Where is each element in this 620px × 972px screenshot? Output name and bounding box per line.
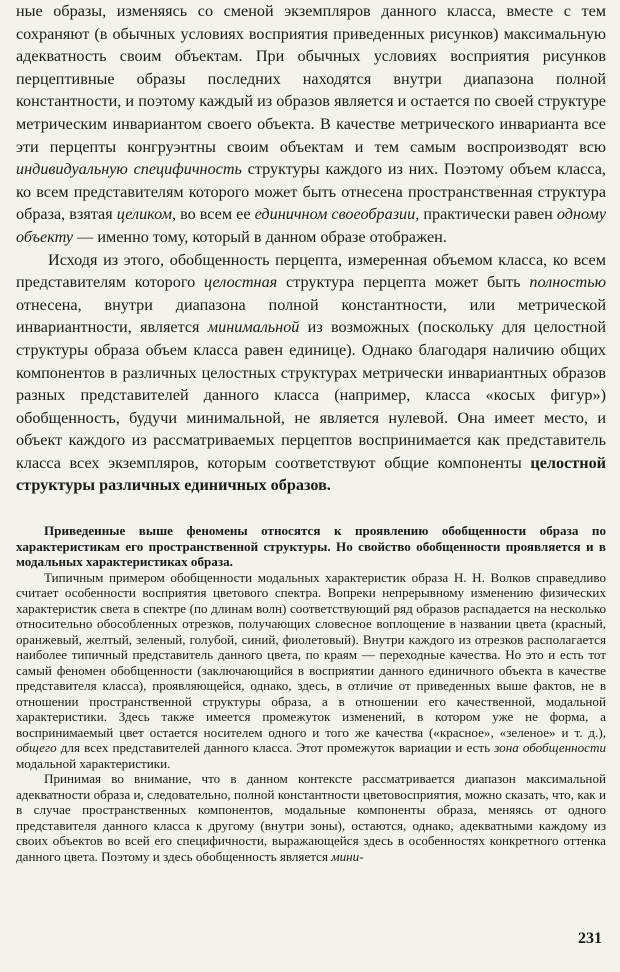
text-run: для всех представителей данного класса. Этот промежуток вариации и есть bbox=[56, 740, 495, 755]
text-run: Исходя из этого, обобщенность перцепта, измеренная объемом класса, ко всем представителям которого bbox=[16, 250, 606, 292]
page-number: 231 bbox=[578, 930, 602, 947]
text-run: индивидуальную специфичность bbox=[16, 160, 242, 179]
main-paragraph-1 bbox=[16, 0, 606, 249]
text-run: Приведенные выше феномены относятся к проявлению обобщенности образа по характеристикам его пространственной структуры. Но свойство обобщенности проявляется и в модальных характеристиках образа. bbox=[16, 523, 606, 569]
small-paragraph-3 bbox=[16, 771, 606, 864]
text-run: целостная bbox=[204, 273, 278, 292]
text-run: модальной характеристики. bbox=[16, 755, 171, 771]
text-run: из возможных (поскольку для целостной структуры образа объем класса равен единице). Однако благодаря наличию общих компонентов в различных целостных структурах метрически инвариантных образов разных представителей данного класса (например, класса «косых фигур») обобщенность, будучи минимальной, не является нулевой. Она имеет место, и объект каждого из рассматриваемых перцептов воспринимается как представитель класса всех экземпляров, которым соответствуют общие компоненты bbox=[16, 318, 607, 472]
text-run: структуры каждого из них. Поэтому объем класса, ко всем представителям которого может быть отнесена пространственная структура образа, взятая bbox=[16, 160, 606, 224]
text-run: во всем ее bbox=[176, 205, 255, 224]
text-run: мини- bbox=[331, 848, 364, 864]
text-run: полностью bbox=[529, 273, 606, 292]
text-run: практически равен bbox=[419, 205, 557, 224]
text-run: отнесена, внутри диапазона полной константности, или метрической инвариантности, является bbox=[16, 295, 606, 337]
text-run: структура перцепта может быть bbox=[277, 273, 530, 292]
text-run: ные образы, изменяясь со сменой экземпляров данного класса, вместе с тем сохраняют (в обычных условиях восприятия приведенных рисунков) максимальную адекватность своим объектам. При обычных условиях восприятия рисунков перцептивные образы последних находятся внутри диапазона полной константности, и поэтому каждый из образов является и остается по своей структуре метрическим инвариантом своего объекта. В качестве метрического инварианта все эти перцепты конгруэнтны своим объектам и тем самым воспроизводят всю bbox=[16, 2, 606, 156]
text-run: минимальной bbox=[207, 318, 300, 337]
main-text bbox=[16, 0, 606, 497]
small-print-text bbox=[16, 523, 606, 864]
text-run: зона обобщенности bbox=[494, 740, 607, 755]
small-paragraph-1 bbox=[16, 523, 606, 570]
text-run: Принимая во внимание, что в данном контексте рассматривается диапазон максимальной адекватности образа и, следовательно, полной константности цветовосприятия, можно сказать, что, как и в случае пространственных компонентов, модальные компоненты образа, меняясь от одного представителя данного класса к другому (внутри зоны), остаются, однако, адекватными каждому из своих объектов во всей его специфичности, выражающейся здесь в особенностях конкретного оттенка данного цвета. Поэтому и здесь обобщенность является bbox=[16, 771, 606, 864]
text-run: единичном своеобразии, bbox=[254, 205, 420, 224]
text-run: одному объекту bbox=[16, 205, 606, 246]
text-run: Типичным примером обобщенности модальных характеристик образа Н. Н. Волков справедливо считает особенности восприятия цветового спектра. Вопреки непрерывному изменению физических характеристик света в спектре (по длинам волн) соответствующий ряд образов распадается на несколько относительно обособленных отрезков, получающих словесное воплощение в названии цвета (красный, оранжевый, желтый, зеленый, голубой, синий, фиолетовый). Внутри каждого из отрезков располагается наиболее типичный представитель данного цвета, по краям — переходные качества. Но это и есть тот самый феномен обобщенности (заключающийся в восприятии данного единичного объекта в качестве представителя класса), проявляющейся, однако, здесь, в отличие от приведенных выше фактов, не в отношении пространственной структуры образа, а в отношении его качественной, модальной характеристики. Здесь также имеется промежуток изменений, в котором уже не форма, а воспринимаемый цвет остается носителем одного и того же качества («красное», «зеленое» и т. д.), bbox=[16, 569, 606, 740]
text-run: общего bbox=[16, 740, 57, 755]
text-run: целиком, bbox=[116, 205, 176, 224]
main-paragraph-2 bbox=[16, 249, 606, 498]
text-run: целостной структуры различных единичных образов. bbox=[16, 453, 606, 495]
text-run: — именно тому, который в данном образе отображен. bbox=[73, 227, 447, 246]
small-paragraph-2 bbox=[16, 570, 606, 772]
